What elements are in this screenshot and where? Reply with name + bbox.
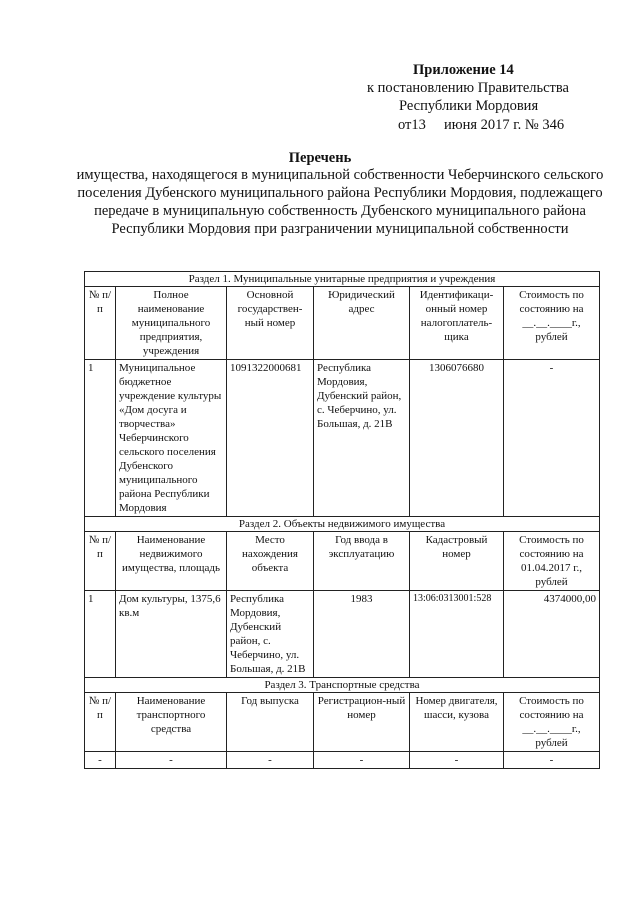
appendix-label: Приложение 14 [413,62,514,78]
republic-line: Республики Мордовия [399,98,539,114]
header-cell: Юридический адрес [314,287,410,360]
header-cell: Полное наименование муниципального предприятия, учреждения [116,287,227,360]
header-cell: Наименование транспортного средства [116,693,227,752]
date-line: от13 июня 2017 г. № 346 [398,117,565,133]
section3-header-row [85,693,600,752]
cell-year: 1983 [314,591,410,678]
header-cell: Наименование недвижимого имущества, площадь [116,532,227,591]
section1-header-row [85,287,600,360]
cell-engine-number: - [410,752,504,769]
header-cell: № п/п [85,287,116,360]
cell-name: Муниципальное бюджетное учреждение культуры «Дом досуга и творчества» Чеберчинского сельского поселения Дубенского муниципального района Республики Мордовия [116,360,227,517]
cell-reg-number: - [314,752,410,769]
header-cell: Год ввода в эксплуатацию [314,532,410,591]
document-subtitle: имущества, находящегося в муниципальной собственности Чеберчинского сельского поселения Дубенского муниципального района Республики Мордовия, подлежащего передаче в муниципальную собственность Дубенского муниципального района Республики Мордовия при разграничении муниципальной собственности [76,167,604,237]
header-cell: Идентификаци-онный номер налогоплатель-щика [410,287,504,360]
property-table [84,271,600,769]
header-cell: Стоимость по состоянию на 01.04.2017 г., рублей [504,532,600,591]
cell-inn: 1306076680 [410,360,504,517]
document-title: Перечень [288,150,352,166]
header-cell: Основной государствен-ный номер [227,287,314,360]
header-cell: № п/п [85,532,116,591]
header-cell: Стоимость по состоянию на __.__.____г., рублей [504,287,600,360]
section1-title: Раздел 1. Муниципальные унитарные предприятия и учреждения [85,272,600,287]
cell-name: Дом культуры, 1375,6 кв.м [116,591,227,678]
cell-cost: - [504,752,600,769]
cell-cost: 4374000,00 [504,591,600,678]
cell-number: 1 [85,591,116,678]
decree-line: к постановлению Правительства [367,80,569,96]
cell-number: - [85,752,116,769]
header-cell: Стоимость по состоянию на __.__.____г., рублей [504,693,600,752]
cell-location: Республика Мордовия, Дубенский район, с. Чеберчино, ул. Большая, д. 21В [227,591,314,678]
section3-title: Раздел 3. Транспортные средства [85,678,600,693]
section2-header-row [85,532,600,591]
header-cell: Место нахождения объекта [227,532,314,591]
header-cell: Год выпуска [227,693,314,752]
cell-name: - [116,752,227,769]
cell-cadastral: 13:06:0313001:528 [410,591,504,678]
header-cell: Кадастровый номер [410,532,504,591]
header-cell: № п/п [85,693,116,752]
cell-number: 1 [85,360,116,517]
header-cell: Номер двигателя, шасси, кузова [410,693,504,752]
section2-title: Раздел 2. Объекты недвижимого имущества [85,517,600,532]
table-row [85,752,600,769]
table-row [85,591,600,678]
section3-title-row [85,678,600,693]
cell-cost: - [504,360,600,517]
table-row [85,360,600,517]
header-cell: Регистрацион-ный номер [314,693,410,752]
cell-ogrn: 1091322000681 [227,360,314,517]
section2-title-row [85,517,600,532]
section1-title-row [85,272,600,287]
cell-year: - [227,752,314,769]
cell-address: Республика Мордовия, Дубенский район, с. Чеберчино, ул. Большая, д. 21В [314,360,410,517]
